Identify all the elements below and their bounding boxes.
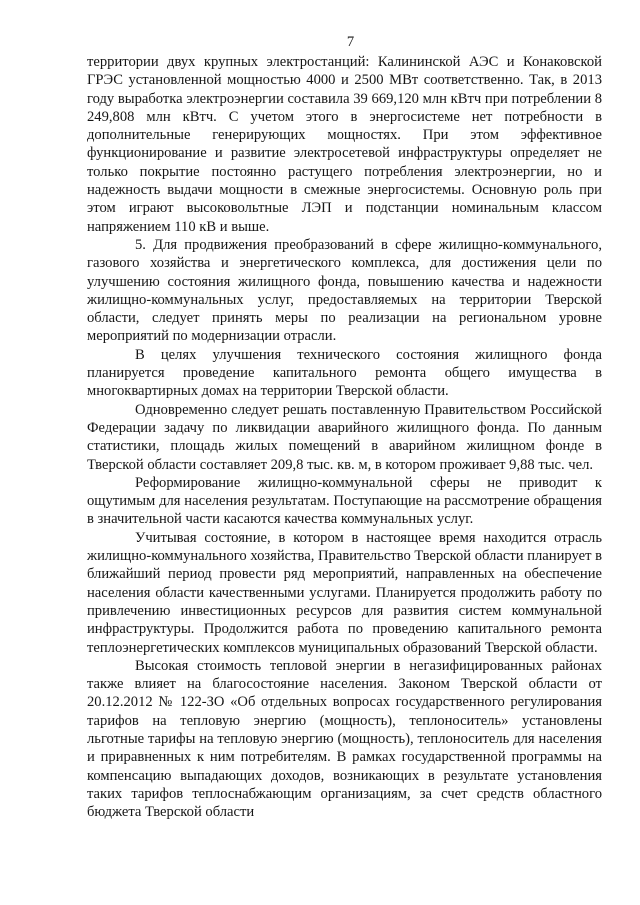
paragraph-heat-tariffs: Высокая стоимость тепловой энергии в негазифицированных районах также влияет на благосостояние населения. Законом Тверской области от 20.12.2012 № 122-ЗО «Об отдельных вопросах государственного регулирования тарифов на тепловую энергию (мощность), теплоноситель» установлены льготные тарифы на тепловую энергию (мощность), теплоноситель для населения и приравненных к ним потребителям. В рамках государственной программы на компенсацию выпадающих доходов, возникающих в результате установления таких тарифов теплоснабжающим организациям, за счет средств областного бюджета Тверской области [87, 657, 602, 821]
paragraph-government-plans: Учитывая состояние, в котором в настоящее время находится отрасль жилищно-коммунального хозяйства, Правительство Тверской области планирует в ближайший период провести ряд мероприятий, направленных на обеспечение населения области качественными услугами. Планируется продолжить работу по привлечению инвестиционных ресурсов для развития систем коммунальной инфраструктуры. Продолжится работа по проведению капитального ремонта теплоэнергетических комплексов муниципальных образований Тверской области. [87, 529, 602, 656]
paragraph-housing-repair: В целях улучшения технического состояния жилищного фонда планируется проведение капитального ремонта общего имущества в многоквартирных домах на территории Тверской области. [87, 346, 602, 400]
paragraph-emergency-housing: Одновременно следует решать поставленную Правительством Российской Федерации задачу по ликвидации аварийного жилищного фонда. По данным статистики, площадь жилых помещений в аварийном жилищном фонде в Тверской области составляет 209,8 тыс. кв. м, в котором проживает 9,88 тыс. чел. [87, 401, 602, 473]
paragraph-item-5: 5. Для продвижения преобразований в сфере жилищно-коммунального, газового хозяйства и энергетического комплекса, для достижения цели по улучшению состояния жилищного фонда, повышению качества и надежности жилищно-коммунальных услуг, предоставляемых на территории Тверской области, следует принять меры по реализации на региональном уровне мероприятий по модернизации отрасли. [87, 236, 602, 345]
page-number: 7 [346, 34, 355, 50]
paragraph-reform: Реформирование жилищно-коммунальной сферы не приводит к ощутимым для населения результатам. Поступающие на рассмотрение обращения в значительной части касаются качества коммунальных услуг. [87, 474, 602, 528]
paragraph-continuation: территории двух крупных электростанций: Калининской АЭС и Конаковской ГРЭС установленной мощностью 4000 и 2500 МВт соответственно. Так, в 2013 году выработка электроэнергии составила 39 669,120 млн кВтч при потреблении 8 249,808 млн кВтч. С учетом этого в энергосистеме нет потребности в дополнительные генерирующих мощностях. При этом эффективное функционирование и развитие электросетевой инфраструктуры определяет не только покрытие постоянно растущего потребления электроэнергии, но и надежность выдачи мощности в смежные энергосистемы. Основную роль при этом играют высоковольтные ЛЭП и подстанции номинальным классом напряжением 110 кВ и выше. [87, 54, 602, 235]
